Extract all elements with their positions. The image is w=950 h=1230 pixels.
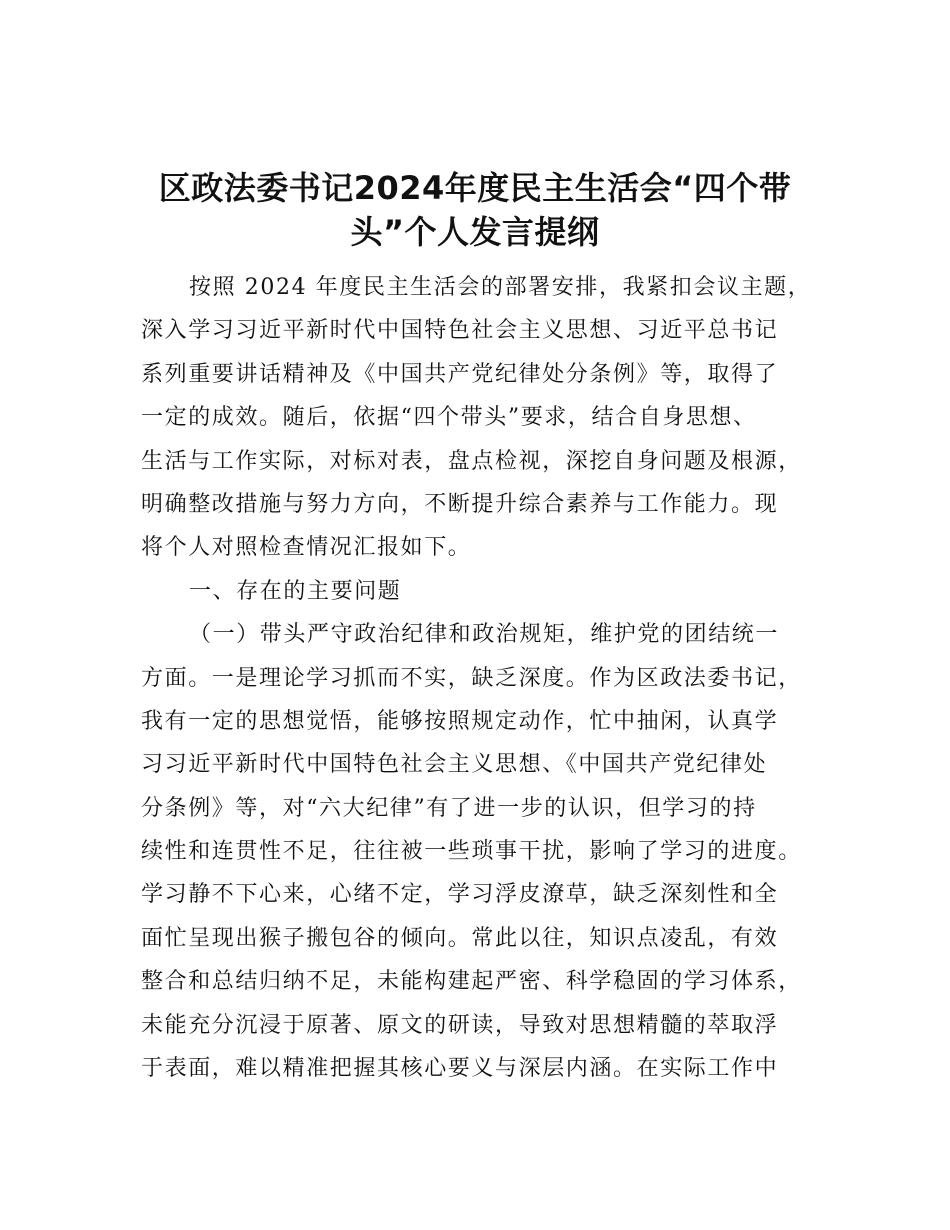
body-line-8: 一、存在的主要问题: [189, 578, 402, 604]
document-title: [140, 166, 810, 254]
body-line-7: 将个人对照检查情况汇报如下。: [141, 535, 472, 561]
body-line-15: 学习静不下心来，心绪不定，学习浮皮潦草，缺乏深刻性和全: [141, 882, 779, 908]
body-line-4: 一定的成效。随后，依据“四个带头”要求，结合自身思想、: [141, 405, 757, 431]
body-line-16: 面忙呈现出猴子搬包谷的倾向。常此以往，知识点凌乱，有效: [141, 925, 779, 951]
document-body: [141, 266, 821, 1090]
body-line-11: 我有一定的思想觉悟，能够按照规定动作，忙中抽闲，认真学: [141, 708, 779, 734]
title-line-1: 区政法委书记2024年度民主生活会“四个带: [158, 169, 792, 207]
body-line-10: 方面。一是理论学习抓而不实，缺乏深度。作为区政法委书记，: [141, 665, 802, 691]
title-line-2: 头”个人发言提纲: [350, 213, 600, 251]
body-line-5: 生活与工作实际，对标对表，盘点检视，深挖自身问题及根源，: [141, 448, 802, 474]
body-line-12: 习习近平新时代中国特色社会主义思想、《中国共产党纪律处: [141, 752, 768, 778]
body-line-18: 未能充分沉浸于原著、原文的研读，导致对思想精髓的萃取浮: [141, 1012, 779, 1038]
body-line-14: 续性和连贯性不足，往往被一些琐事干扰，影响了学习的进度。: [141, 839, 802, 865]
body-line-1: 按照 2024 年度民主生活会的部署安排，我紧扣会议主题，: [189, 275, 812, 300]
body-line-6: 明确整改措施与努力方向，不断提升综合素养与工作能力。现: [141, 491, 779, 517]
body-line-19: 于表面，难以精准把握其核心要义与深层内涵。在实际工作中: [141, 1056, 779, 1082]
body-line-9: （一）带头严守政治纪律和政治规矩，维护党的团结统一: [189, 622, 780, 648]
body-line-13: 分条例》等，对“六大纪律”有了进一步的认识，但学习的持: [141, 795, 757, 821]
body-line-3: 系列重要讲话精神及《中国共产党纪律处分条例》等，取得了: [141, 361, 779, 387]
body-line-17: 整合和总结归纳不足，未能构建起严密、科学稳固的学习体系，: [141, 969, 802, 995]
body-line-2: 深入学习习近平新时代中国特色社会主义思想、习近平总书记: [141, 318, 779, 344]
